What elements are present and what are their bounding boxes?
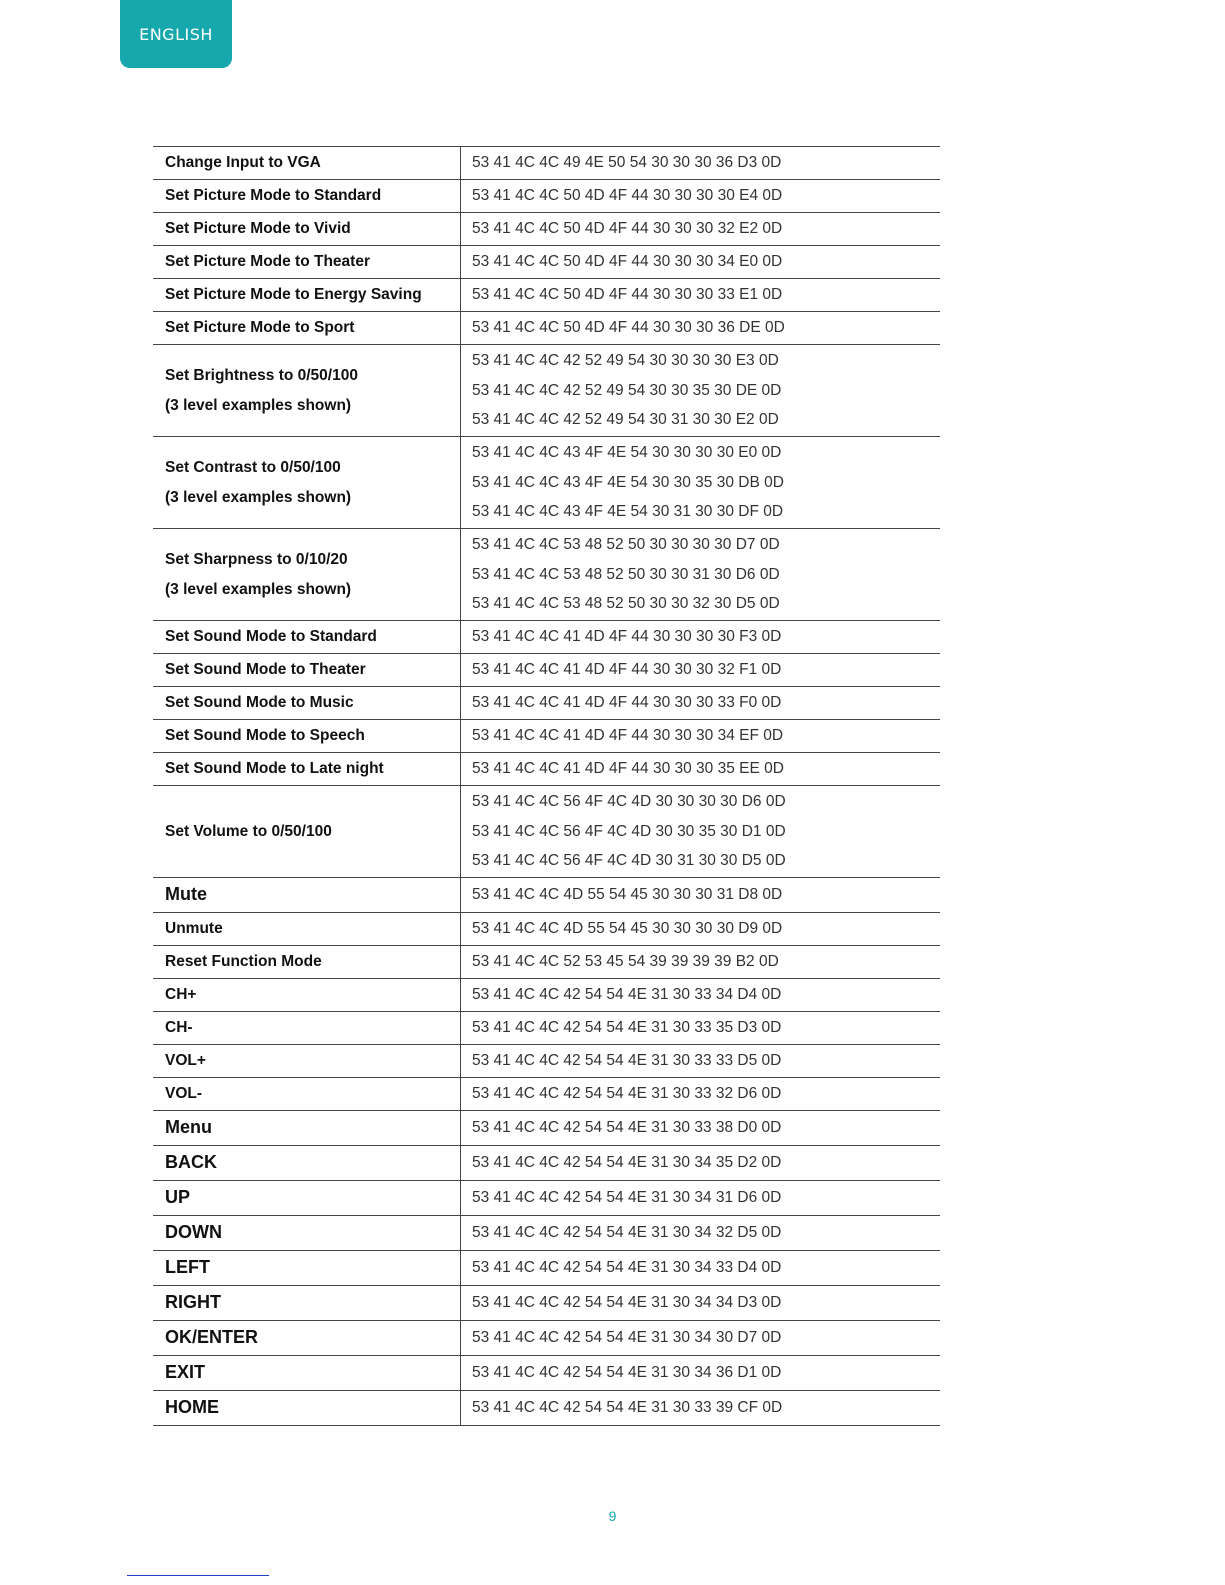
footer-link-underline[interactable] xyxy=(127,1575,269,1576)
command-label-cell xyxy=(153,654,461,687)
command-code-cell xyxy=(461,946,941,979)
table-row xyxy=(153,979,940,1012)
hex-code: 53 41 4C 4C 50 4D 4F 44 30 30 30 34 E0 0D xyxy=(472,253,783,271)
command-table xyxy=(153,146,940,1426)
command-label: Set Sound Mode to Theater xyxy=(165,661,366,679)
hex-code: 53 41 4C 4C 53 48 52 50 30 30 31 30 D6 0D xyxy=(472,565,780,583)
command-code-cell xyxy=(461,312,941,345)
table-row xyxy=(153,1045,940,1078)
command-label: UP xyxy=(165,1187,191,1208)
hex-code: 53 41 4C 4C 43 4F 4E 54 30 30 35 30 DB 0D xyxy=(472,473,784,491)
command-code-cell xyxy=(461,246,941,279)
command-label-cell xyxy=(153,946,461,979)
command-label: Reset Function Mode xyxy=(165,953,322,971)
table-row xyxy=(153,147,940,180)
table-row xyxy=(153,345,940,437)
command-code-cell xyxy=(461,979,941,1012)
hex-code: 53 41 4C 4C 41 4D 4F 44 30 30 30 32 F1 0D xyxy=(472,661,782,679)
command-label-cell xyxy=(153,1391,461,1426)
command-label-cell xyxy=(153,687,461,720)
table-row xyxy=(153,786,940,878)
hex-code: 53 41 4C 4C 42 54 54 4E 31 30 34 31 D6 0D xyxy=(472,1189,782,1207)
command-label: BACK xyxy=(165,1152,217,1173)
command-label-cell xyxy=(153,979,461,1012)
page-number: 9 xyxy=(608,1508,617,1524)
hex-code: 53 41 4C 4C 42 54 54 4E 31 30 34 33 D4 0D xyxy=(472,1259,782,1277)
command-code-cell xyxy=(461,1045,941,1078)
command-label: Set Sound Mode to Standard xyxy=(165,628,377,646)
table-row xyxy=(153,1286,940,1321)
table-row xyxy=(153,246,940,279)
command-label: Menu xyxy=(165,1117,212,1138)
command-code-cell xyxy=(461,1321,941,1356)
command-label: Set Picture Mode to Energy Saving xyxy=(165,286,422,304)
command-code-cell xyxy=(461,720,941,753)
table-row xyxy=(153,621,940,654)
command-label: VOL- xyxy=(165,1085,203,1103)
hex-code: 53 41 4C 4C 41 4D 4F 44 30 30 30 33 F0 0D xyxy=(472,694,782,712)
hex-code: 53 41 4C 4C 42 54 54 4E 31 30 34 34 D3 0D xyxy=(472,1294,782,1312)
hex-code: 53 41 4C 4C 42 54 54 4E 31 30 33 34 D4 0D xyxy=(472,986,782,1004)
hex-code: 53 41 4C 4C 4D 55 54 45 30 30 30 30 D9 0D xyxy=(472,920,783,938)
command-code-cell xyxy=(461,1216,941,1251)
table-row xyxy=(153,529,940,621)
hex-code: 53 41 4C 4C 42 54 54 4E 31 30 34 32 D5 0D xyxy=(472,1224,782,1242)
table-row xyxy=(153,1356,940,1391)
command-label: Set Brightness to 0/50/100 xyxy=(165,367,358,384)
command-label-cell xyxy=(153,1146,461,1181)
table-row xyxy=(153,1146,940,1181)
table-row xyxy=(153,1078,940,1111)
command-code-cell xyxy=(461,437,941,529)
hex-code: 53 41 4C 4C 56 4F 4C 4D 30 31 30 30 D5 0D xyxy=(472,852,786,870)
hex-code: 53 41 4C 4C 52 53 45 54 39 39 39 39 B2 0D xyxy=(472,953,779,971)
hex-code: 53 41 4C 4C 56 4F 4C 4D 30 30 35 30 D1 0D xyxy=(472,822,786,840)
table-row xyxy=(153,1012,940,1045)
command-label: Set Picture Mode to Theater xyxy=(165,253,370,271)
table-row xyxy=(153,654,940,687)
command-label: Mute xyxy=(165,884,207,905)
hex-code: 53 41 4C 4C 42 54 54 4E 31 30 34 30 D7 0D xyxy=(472,1329,782,1347)
command-code-cell xyxy=(461,1356,941,1391)
command-label-cell xyxy=(153,147,461,180)
hex-code: 53 41 4C 4C 41 4D 4F 44 30 30 30 35 EE 0D xyxy=(472,760,784,778)
command-label-cell xyxy=(153,878,461,913)
hex-code: 53 41 4C 4C 56 4F 4C 4D 30 30 30 30 D6 0D xyxy=(472,793,786,811)
hex-code: 53 41 4C 4C 50 4D 4F 44 30 30 30 30 E4 0D xyxy=(472,187,783,205)
command-code-cell xyxy=(461,1146,941,1181)
hex-code: 53 41 4C 4C 42 54 54 4E 31 30 33 38 D0 0D xyxy=(472,1119,782,1137)
hex-code: 53 41 4C 4C 43 4F 4E 54 30 30 30 30 E0 0D xyxy=(472,444,782,462)
command-code-cell xyxy=(461,687,941,720)
command-label: EXIT xyxy=(165,1362,206,1383)
command-label-cell xyxy=(153,1321,461,1356)
command-label-cell xyxy=(153,345,461,437)
command-label-cell xyxy=(153,720,461,753)
command-label: Change Input to VGA xyxy=(165,154,321,172)
command-code-cell xyxy=(461,1181,941,1216)
language-label: ENGLISH xyxy=(139,24,213,44)
command-code-cell xyxy=(461,1251,941,1286)
command-label-cell xyxy=(153,1286,461,1321)
table-row xyxy=(153,878,940,913)
command-label: Set Sound Mode to Speech xyxy=(165,727,365,745)
hex-code: 53 41 4C 4C 42 54 54 4E 31 30 33 35 D3 0D xyxy=(472,1019,782,1037)
command-label: (3 level examples shown) xyxy=(165,488,352,506)
command-label: LEFT xyxy=(165,1257,210,1278)
hex-code: 53 41 4C 4C 42 52 49 54 30 31 30 30 E2 0D xyxy=(472,411,779,429)
table-row xyxy=(153,279,940,312)
command-label-cell xyxy=(153,1078,461,1111)
command-label-cell xyxy=(153,1356,461,1391)
command-label-cell xyxy=(153,621,461,654)
command-label: Set Picture Mode to Sport xyxy=(165,319,355,337)
table-row xyxy=(153,180,940,213)
command-label-cell xyxy=(153,437,461,529)
hex-code: 53 41 4C 4C 4D 55 54 45 30 30 30 31 D8 0D xyxy=(472,886,783,904)
command-label-cell xyxy=(153,1181,461,1216)
command-label-cell xyxy=(153,786,461,878)
table-row xyxy=(153,1216,940,1251)
command-label: Set Picture Mode to Vivid xyxy=(165,220,351,238)
table-row xyxy=(153,687,940,720)
command-label: RIGHT xyxy=(165,1292,221,1313)
table-row xyxy=(153,437,940,529)
command-label-cell xyxy=(153,529,461,621)
command-label-cell xyxy=(153,213,461,246)
command-label: Set Volume to 0/50/100 xyxy=(165,822,332,840)
command-code-cell xyxy=(461,621,941,654)
table-row xyxy=(153,213,940,246)
command-label: CH- xyxy=(165,1019,193,1037)
command-label: DOWN xyxy=(165,1222,222,1243)
command-code-cell xyxy=(461,529,941,621)
command-code-cell xyxy=(461,1078,941,1111)
command-code-cell xyxy=(461,1111,941,1146)
table-row xyxy=(153,1251,940,1286)
command-label-cell xyxy=(153,753,461,786)
command-label-cell xyxy=(153,1045,461,1078)
command-label-cell xyxy=(153,279,461,312)
command-code-cell xyxy=(461,213,941,246)
command-label-cell xyxy=(153,312,461,345)
table-row xyxy=(153,1321,940,1356)
language-tab xyxy=(120,0,232,68)
command-label-cell xyxy=(153,1012,461,1045)
command-label: Set Picture Mode to Standard xyxy=(165,187,382,205)
table-row xyxy=(153,720,940,753)
command-code-cell xyxy=(461,654,941,687)
command-code-cell xyxy=(461,279,941,312)
hex-code: 53 41 4C 4C 43 4F 4E 54 30 31 30 30 DF 0D xyxy=(472,503,784,521)
hex-code: 53 41 4C 4C 49 4E 50 54 30 30 30 36 D3 0D xyxy=(472,154,782,172)
command-label: VOL+ xyxy=(165,1052,206,1070)
command-table-body xyxy=(153,147,940,1426)
hex-code: 53 41 4C 4C 42 54 54 4E 31 30 33 32 D6 0D xyxy=(472,1085,782,1103)
hex-code: 53 41 4C 4C 42 54 54 4E 31 30 34 35 D2 0D xyxy=(472,1154,782,1172)
hex-code: 53 41 4C 4C 42 54 54 4E 31 30 33 33 D5 0D xyxy=(472,1052,782,1070)
hex-code: 53 41 4C 4C 42 52 49 54 30 30 35 30 DE 0D xyxy=(472,381,782,399)
command-label-cell xyxy=(153,1251,461,1286)
table-row xyxy=(153,753,940,786)
hex-code: 53 41 4C 4C 50 4D 4F 44 30 30 30 32 E2 0D xyxy=(472,220,783,238)
table-row xyxy=(153,1111,940,1146)
table-row xyxy=(153,1391,940,1426)
hex-code: 53 41 4C 4C 41 4D 4F 44 30 30 30 34 EF 0D xyxy=(472,727,784,745)
command-label: OK/ENTER xyxy=(165,1327,259,1348)
command-code-cell xyxy=(461,180,941,213)
command-code-cell xyxy=(461,1391,941,1426)
table-row xyxy=(153,312,940,345)
command-label-cell xyxy=(153,1111,461,1146)
command-code-cell xyxy=(461,913,941,946)
hex-code: 53 41 4C 4C 42 54 54 4E 31 30 33 39 CF 0D xyxy=(472,1399,783,1417)
hex-code: 53 41 4C 4C 53 48 52 50 30 30 30 30 D7 0D xyxy=(472,536,780,554)
command-label-cell xyxy=(153,246,461,279)
command-label: Set Sound Mode to Late night xyxy=(165,760,384,778)
command-label: Unmute xyxy=(165,920,223,938)
table-row xyxy=(153,946,940,979)
table-row xyxy=(153,1181,940,1216)
command-label: Set Sound Mode to Music xyxy=(165,694,354,712)
command-code-cell xyxy=(461,147,941,180)
command-code-cell xyxy=(461,1012,941,1045)
command-code-cell xyxy=(461,786,941,878)
command-label-cell xyxy=(153,180,461,213)
hex-code: 53 41 4C 4C 42 52 49 54 30 30 30 30 E3 0D xyxy=(472,352,779,370)
command-label: HOME xyxy=(165,1397,219,1418)
command-label: Set Contrast to 0/50/100 xyxy=(165,459,341,476)
command-code-cell xyxy=(461,1286,941,1321)
hex-code: 53 41 4C 4C 50 4D 4F 44 30 30 30 33 E1 0D xyxy=(472,286,783,304)
command-code-cell xyxy=(461,345,941,437)
command-label-cell xyxy=(153,1216,461,1251)
hex-code: 53 41 4C 4C 42 54 54 4E 31 30 34 36 D1 0D xyxy=(472,1364,782,1382)
command-label: Set Sharpness to 0/10/20 xyxy=(165,551,348,568)
command-label-cell xyxy=(153,913,461,946)
table-row xyxy=(153,913,940,946)
command-label: CH+ xyxy=(165,986,197,1004)
hex-code: 53 41 4C 4C 41 4D 4F 44 30 30 30 30 F3 0D xyxy=(472,628,782,646)
command-label: (3 level examples shown) xyxy=(165,580,352,598)
command-label: (3 level examples shown) xyxy=(165,396,352,414)
hex-code: 53 41 4C 4C 53 48 52 50 30 30 32 30 D5 0D xyxy=(472,595,780,613)
command-code-cell xyxy=(461,878,941,913)
hex-code: 53 41 4C 4C 50 4D 4F 44 30 30 30 36 DE 0D xyxy=(472,319,785,337)
command-code-cell xyxy=(461,753,941,786)
